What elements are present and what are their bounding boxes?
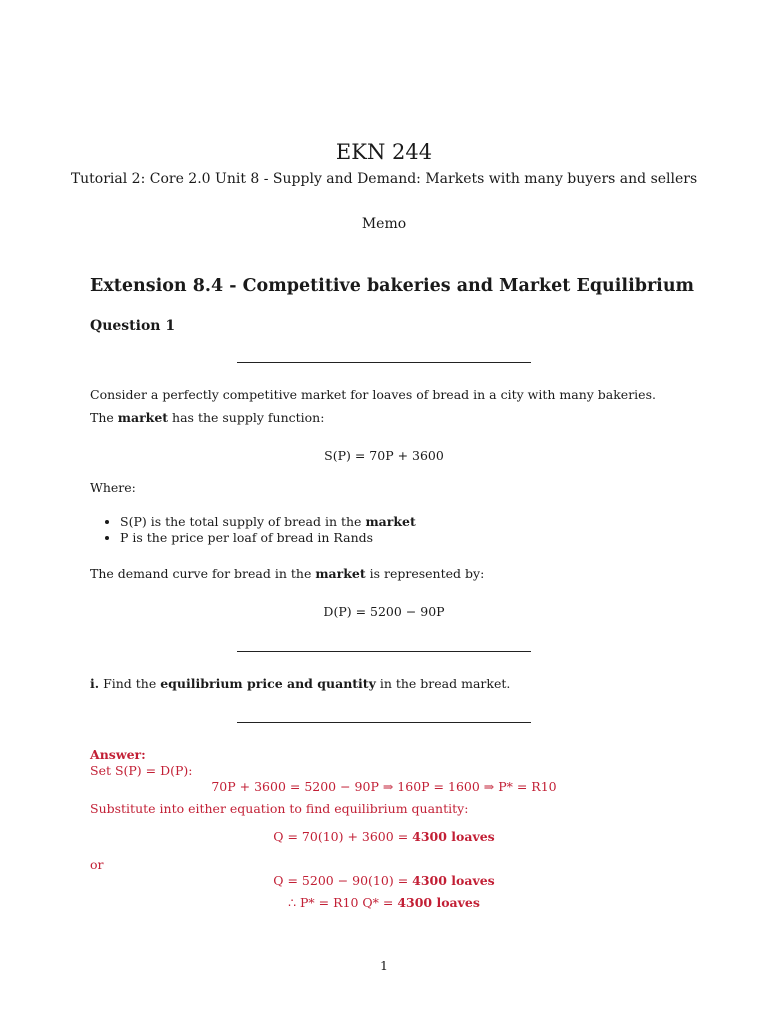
list-item xyxy=(120,530,416,546)
question-label: Question 1 xyxy=(90,318,176,334)
q-line-1-pre: Q = 70(10) + 3600 = xyxy=(273,829,413,844)
answer-label: Answer: xyxy=(90,747,146,762)
definition-list xyxy=(90,514,416,546)
horizontal-rule xyxy=(237,722,531,723)
demand-equation: D(P) = 5200 − 90P xyxy=(323,604,445,619)
demand-intro xyxy=(90,566,484,581)
demand-intro-pre: The demand curve for bread in the xyxy=(90,566,316,581)
part-i-pre: Find the xyxy=(99,676,161,691)
q-line-2-pre: Q = 5200 − 90(10) = xyxy=(273,873,413,888)
page-number: 1 xyxy=(380,958,388,973)
intro-line-2-bold: market xyxy=(117,410,169,425)
demand-intro-post: is represented by: xyxy=(365,566,485,581)
answer-set-line: Set S(P) = D(P): xyxy=(90,763,193,778)
intro-line-2-pre: The xyxy=(90,410,118,425)
part-i-label: i. xyxy=(90,676,100,691)
memo-label: Memo xyxy=(361,216,407,232)
part-i-prompt xyxy=(90,676,510,691)
bullet-2-text: P is the price per loaf of bread in Rands xyxy=(120,530,374,545)
answer-quantity-line-2 xyxy=(0,873,768,888)
final-bold: 4300 loaves xyxy=(397,895,480,910)
list-item xyxy=(120,514,416,530)
answer-final-line xyxy=(0,895,768,910)
intro-line-2 xyxy=(90,410,324,425)
part-i-post: in the bread market. xyxy=(375,676,511,691)
horizontal-rule xyxy=(237,651,531,652)
section-title: Extension 8.4 - Competitive bakeries and Market Equilibrium xyxy=(90,276,695,296)
bullet-1-text: S(P) is the total supply of bread in the xyxy=(120,514,366,529)
demand-intro-bold: market xyxy=(315,566,366,581)
intro-line-2-post: has the supply function: xyxy=(168,410,325,425)
answer-or-label: or xyxy=(90,857,104,872)
document-subtitle: Tutorial 2: Core 2.0 Unit 8 - Supply and Demand: Markets with many buyers and sellers xyxy=(70,171,698,187)
where-label: Where: xyxy=(90,480,136,495)
bullet-1-bold: market xyxy=(365,514,416,529)
intro-line-1: Consider a perfectly competitive market for loaves of bread in a city with many bakeries. xyxy=(90,387,656,402)
final-pre: ∴ P* = R10 Q* = xyxy=(288,895,398,910)
q-line-1-bold: 4300 loaves xyxy=(412,829,495,844)
answer-quantity-line-1 xyxy=(0,829,768,844)
part-i-bold: equilibrium price and quantity xyxy=(160,676,376,691)
q-line-2-bold: 4300 loaves xyxy=(412,873,495,888)
horizontal-rule xyxy=(237,362,531,363)
document-title: EKN 244 xyxy=(335,140,433,164)
answer-substitute-line: Substitute into either equation to find equilibrium quantity: xyxy=(90,801,469,816)
answer-solve-line: 70P + 3600 = 5200 − 90P ⇒ 160P = 1600 ⇒ P* = R10 xyxy=(211,779,557,794)
supply-equation: S(P) = 70P + 3600 xyxy=(324,448,444,463)
